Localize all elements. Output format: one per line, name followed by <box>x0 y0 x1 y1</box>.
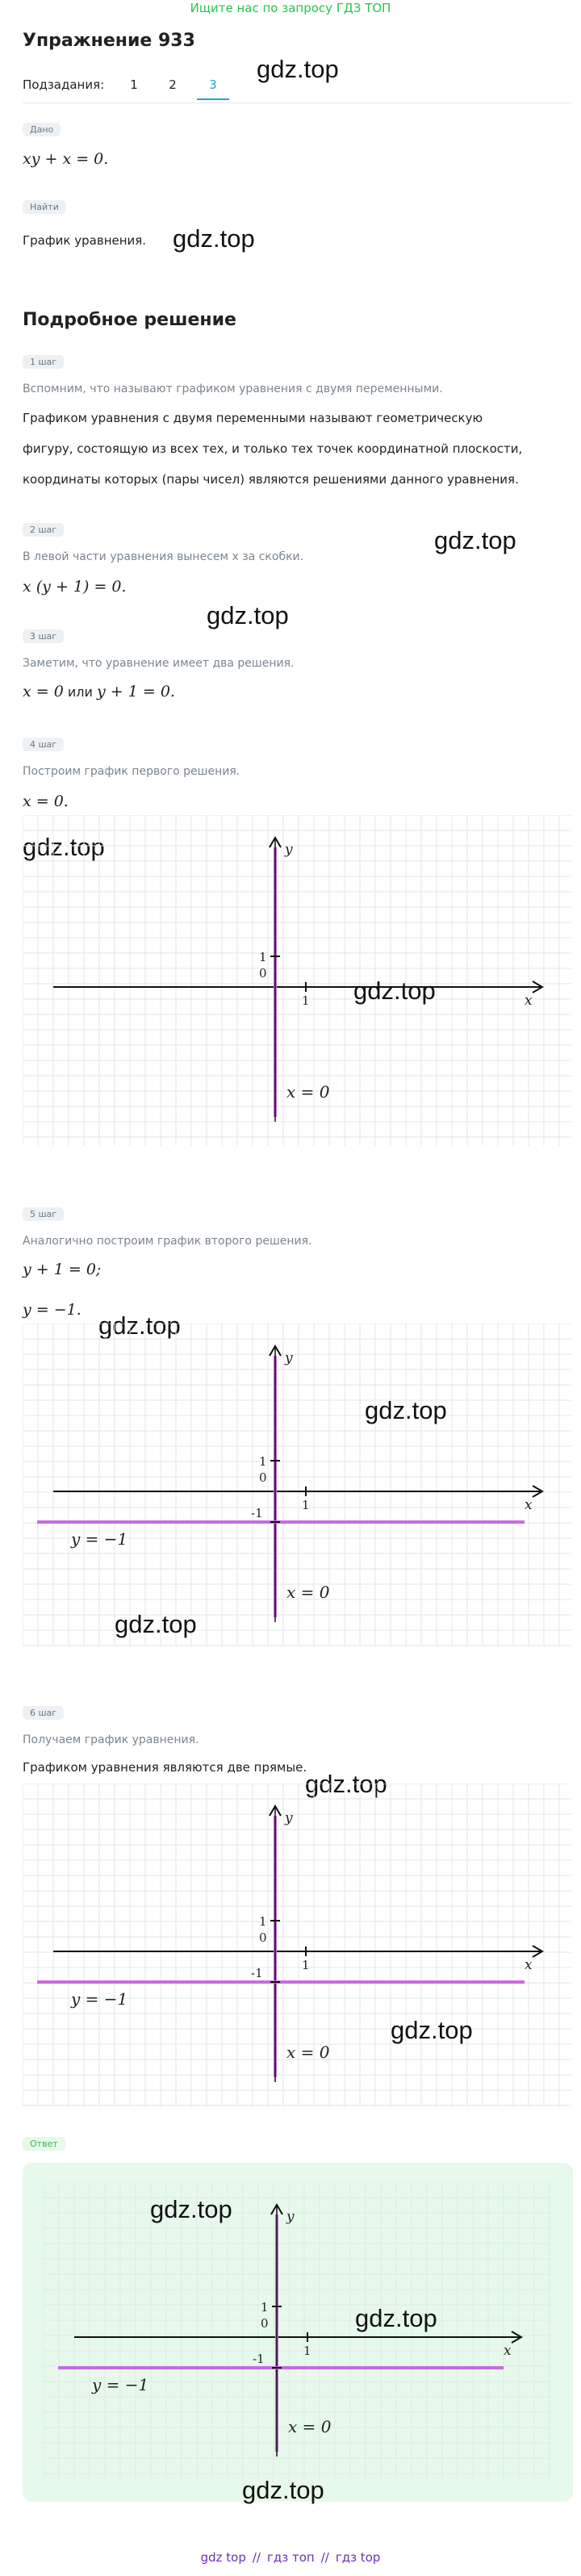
subtasks-label: Подзадания: <box>23 77 105 92</box>
step-note: Получаем график уравнения. <box>23 1733 199 1746</box>
step-text-line: координаты которых (пары чисел) являются решениями данного уравнения. <box>23 472 519 487</box>
watermark: gdz.top <box>391 2016 473 2044</box>
solution-title: Подробное решение <box>23 310 236 330</box>
x-axis-label: x <box>525 1957 533 1973</box>
step-text-line: Графиком уравнения с двумя переменными называют геометрическую <box>23 411 483 425</box>
watermark: gdz.top <box>355 2304 437 2332</box>
y-axis-label: y <box>286 2209 295 2225</box>
y-tick-label: -1 <box>251 1506 263 1520</box>
search-banner[interactable]: Ищите нас по запросу ГДЗ ТОП <box>190 1 391 15</box>
subtask-tab-1[interactable]: 1 <box>130 77 138 92</box>
y-axis-label: y <box>285 842 293 858</box>
watermark: gdz.top <box>365 1396 447 1424</box>
y-axis-label: y <box>285 1810 293 1826</box>
line-x-label: x = 0 <box>286 2043 330 2062</box>
graph-equation <box>23 1784 571 2106</box>
find-text: График уравнения. <box>23 233 147 248</box>
page-title: Упражнение 933 <box>23 31 195 51</box>
x-tick-label: 1 <box>303 2344 311 2358</box>
step-pill: 4 шаг <box>23 738 64 751</box>
origin-label: 0 <box>259 1470 267 1485</box>
footer-links <box>0 2550 581 2565</box>
y-tick-label: -1 <box>253 2352 265 2366</box>
step-note: Построим график первого решения. <box>23 765 240 778</box>
line-y-label: y = −1 <box>71 1989 128 2009</box>
origin-label: 0 <box>261 2316 269 2331</box>
y-tick-label: 1 <box>259 1454 267 1469</box>
watermark: gdz.top <box>207 601 289 629</box>
watermark: gdz.top <box>23 833 105 861</box>
footer-link[interactable]: гдз top <box>335 2550 381 2565</box>
step-text-line: фигуру, состоящую из всех тех, и только тех точек координатной плоскости, <box>23 441 523 456</box>
graph-two-lines <box>23 1324 571 1646</box>
divider <box>23 102 571 103</box>
watermark: gdz.top <box>98 1311 181 1340</box>
watermark: gdz.top <box>305 1770 387 1798</box>
x-axis-label: x <box>525 1497 533 1513</box>
watermark: gdz.top <box>434 526 516 554</box>
given-pill: Дано <box>23 123 61 136</box>
step-formula: y + 1 = 0; <box>23 1261 102 1278</box>
x-tick-label: 1 <box>302 1498 310 1512</box>
y-tick-label: -1 <box>251 1966 263 1980</box>
y-tick-label: 1 <box>261 2300 269 2315</box>
y-tick-label: 1 <box>259 1914 267 1929</box>
step-pill: 2 шаг <box>23 523 64 537</box>
step-text: Графиком уравнения являются две прямые. <box>23 1760 307 1775</box>
footer-separator: // <box>320 2550 329 2565</box>
graph-line-x0 <box>23 815 571 1146</box>
step-pill: 6 шаг <box>23 1706 64 1720</box>
step-formula: x (y + 1) = 0. <box>23 578 127 596</box>
step-formula <box>23 683 175 700</box>
step-note: В левой части уравнения вынесем x за скобки. <box>23 550 304 563</box>
subtask-tab-2[interactable]: 2 <box>169 77 177 92</box>
line-y-label: y = −1 <box>92 2375 149 2394</box>
line-x-label: x = 0 <box>286 1082 330 1102</box>
given-formula: xy + x = 0. <box>23 150 109 168</box>
watermark: gdz.top <box>150 2195 232 2223</box>
subtask-tab-3[interactable]: 3 <box>209 77 217 92</box>
watermark: gdz.top <box>173 224 255 253</box>
step-note: Заметим, что уравнение имеет два решения. <box>23 657 295 670</box>
step-pill: 3 шаг <box>23 629 64 643</box>
x-tick-label: 1 <box>302 993 310 1008</box>
line-y-label: y = −1 <box>71 1529 128 1549</box>
origin-label: 0 <box>259 1930 267 1945</box>
step-formula: x = 0. <box>23 792 69 810</box>
watermark: gdz.top <box>353 976 436 1005</box>
footer-link[interactable]: гдз топ <box>266 2550 315 2565</box>
formula-connector: или <box>63 684 98 700</box>
step-formula: y = −1. <box>23 1301 82 1319</box>
watermark: gdz.top <box>115 1610 197 1638</box>
watermark: gdz.top <box>242 2476 324 2504</box>
step-note: Вспомним, что называют графиком уравнения с двумя переменными. <box>23 383 443 395</box>
line-x-label: x = 0 <box>286 1583 330 1602</box>
answer-graph <box>44 2182 550 2481</box>
watermark: gdz.top <box>257 55 339 83</box>
origin-label: 0 <box>259 966 267 981</box>
formula-part: x = 0 <box>23 683 64 700</box>
active-tab-indicator <box>197 98 229 100</box>
y-tick-label: 1 <box>259 950 267 964</box>
answer-pill: Ответ <box>23 2137 65 2151</box>
x-axis-label: x <box>504 2343 512 2359</box>
step-pill: 1 шаг <box>23 355 64 369</box>
x-axis-label: x <box>525 993 533 1009</box>
find-pill: Найти <box>23 200 66 214</box>
footer-separator: // <box>252 2550 261 2565</box>
y-axis-label: y <box>285 1350 293 1366</box>
x-tick-label: 1 <box>302 1958 310 1972</box>
step-pill: 5 шаг <box>23 1207 64 1221</box>
step-note: Аналогично построим график второго решения. <box>23 1235 312 1248</box>
line-x-label: x = 0 <box>288 2417 332 2436</box>
footer-link[interactable]: gdz top <box>200 2550 246 2565</box>
formula-part: y + 1 = 0. <box>97 683 175 700</box>
